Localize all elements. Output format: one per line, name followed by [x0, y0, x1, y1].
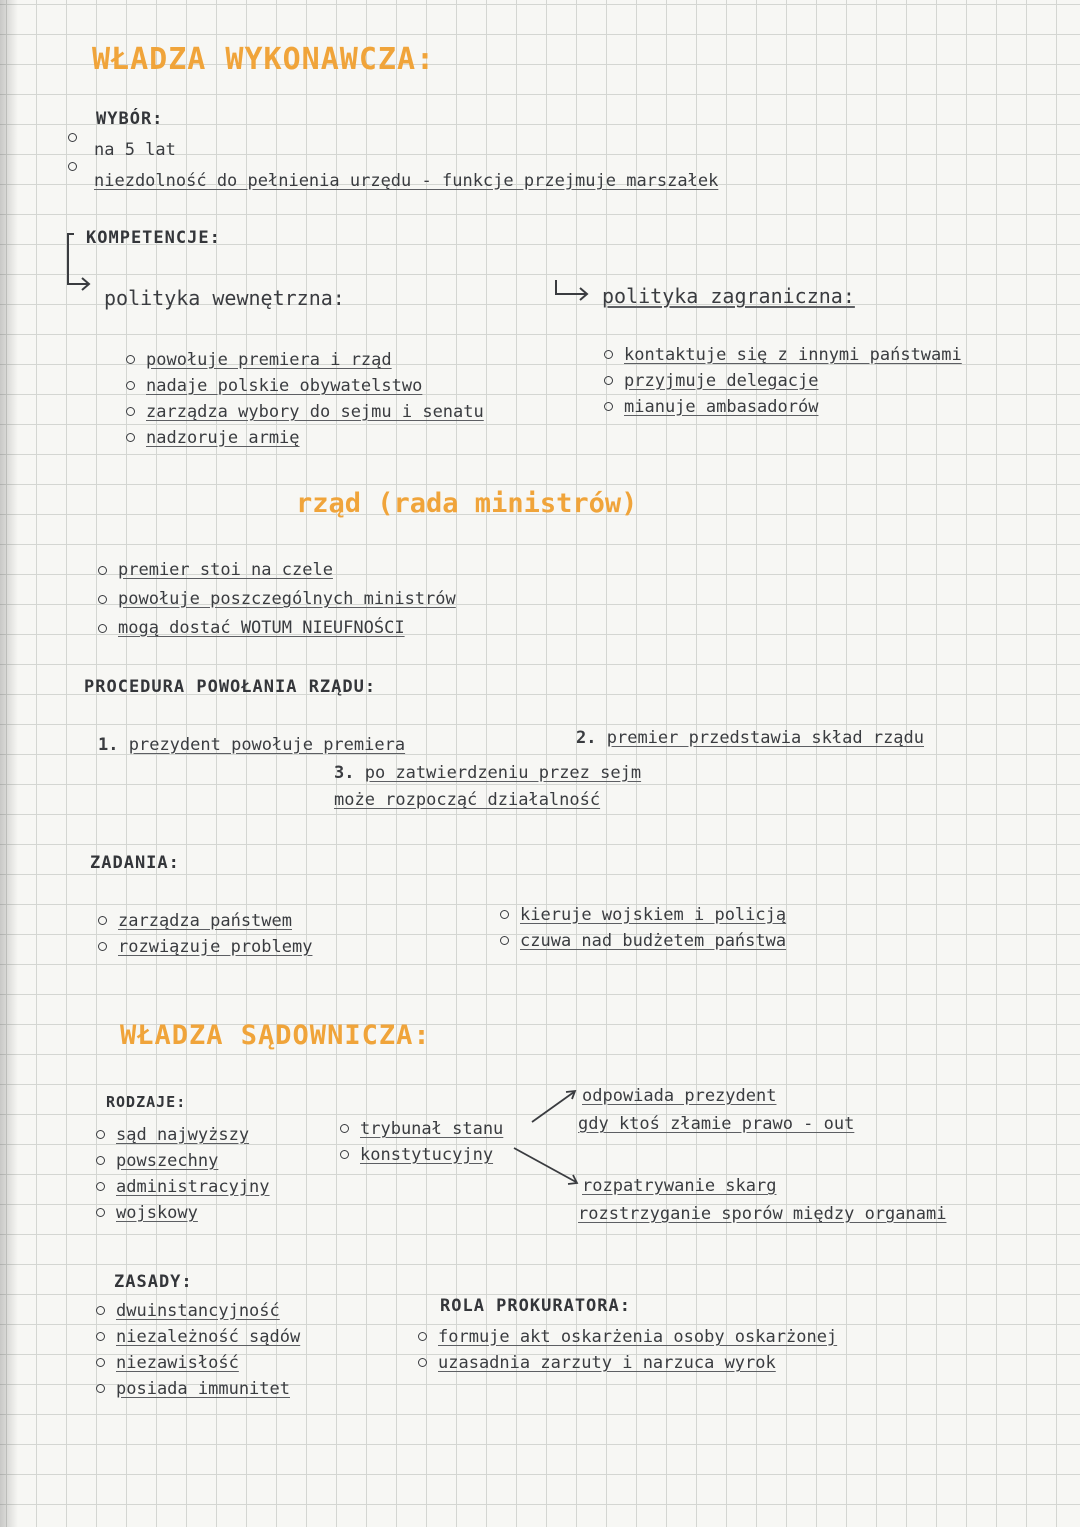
types-heading: RODZAJE: — [106, 1093, 187, 1111]
election-heading: WYBÓR: — [96, 109, 164, 129]
internal-policy-list — [126, 347, 484, 451]
procedure-step-3 — [334, 763, 641, 783]
list-item: premier stoi na czele — [98, 556, 456, 585]
arrow-down-right-icon — [514, 1148, 576, 1182]
step-number: 3. — [334, 763, 355, 783]
step-text: po zatwierdzeniu przez sejm — [364, 763, 642, 783]
tribunal-stanu-note-1: odpowiada prezydent — [582, 1086, 777, 1106]
list-item: zarządza wybory do sejmu i senatu — [126, 399, 484, 425]
list-item: posiada immunitet — [96, 1376, 300, 1402]
arrow-up-right-icon — [532, 1092, 574, 1122]
competences-heading: KOMPETENCJE: — [86, 228, 221, 248]
tasks-heading: ZADANIA: — [90, 853, 180, 873]
government-list — [98, 556, 456, 643]
court-types-list — [96, 1122, 270, 1226]
executive-title: WŁADZA WYKONAWCZA: — [92, 42, 436, 77]
arrow-corner-icon — [552, 278, 592, 308]
principles-heading: ZASADY: — [114, 1272, 193, 1292]
list-item: sąd najwyższy — [96, 1122, 270, 1148]
list-item: rozwiązuje problemy — [98, 934, 312, 960]
procedure-step-1 — [98, 735, 405, 755]
step-number: 1. — [98, 735, 119, 755]
list-item: czuwa nad budżetem państwa — [500, 928, 786, 954]
list-item: powołuje premiera i rząd — [126, 347, 484, 373]
tribunal-stanu-note-2: gdy ktoś złamie prawo - out — [578, 1114, 855, 1134]
foreign-policy-list — [604, 342, 962, 420]
prosecutor-heading: ROLA PROKURATORA: — [440, 1296, 631, 1316]
judicial-title: WŁADZA SĄDOWNICZA: — [120, 1020, 431, 1051]
tasks-list-left — [98, 908, 312, 960]
list-item: niezawisłość — [96, 1350, 300, 1376]
list-item: trybunał stanu — [340, 1116, 503, 1142]
election-term: na 5 lat — [94, 140, 176, 160]
page-edge-shadow — [0, 0, 18, 1527]
list-item: powołuje poszczególnych ministrów — [98, 585, 456, 614]
tasks-list-right — [500, 902, 786, 954]
list-item: formuje akt oskarżenia osoby oskarżonej — [418, 1324, 837, 1350]
tribunal-konst-note-1: rozpatrywanie skarg — [582, 1176, 777, 1196]
list-item: zarządza państwem — [98, 908, 312, 934]
principles-list — [96, 1298, 300, 1402]
foreign-policy-heading: polityka zagraniczna: — [602, 284, 855, 308]
tribunal-konst-note-2: rozstrzyganie sporów między organami — [578, 1204, 947, 1224]
tribunals-list — [340, 1116, 503, 1168]
procedure-step-2 — [576, 728, 924, 748]
list-item: dwuinstancyjność — [96, 1298, 300, 1324]
list-item: mogą dostać WOTUM NIEUFNOŚCI — [98, 614, 456, 643]
list-item: uzasadnia zarzuty i narzuca wyrok — [418, 1350, 837, 1376]
procedure-heading: PROCEDURA POWOŁANIA RZĄDU: — [84, 677, 377, 697]
list-item: administracyjny — [96, 1174, 270, 1200]
internal-policy-heading: polityka wewnętrzna: — [104, 286, 345, 310]
government-title: rząd (rada ministrów) — [296, 488, 638, 519]
list-item: nadaje polskie obywatelstwo — [126, 373, 484, 399]
procedure-step-3-cont: może rozpocząć działalność — [334, 790, 601, 810]
step-text: prezydent powołuje premiera — [128, 735, 406, 755]
list-item: nadzoruje armię — [126, 425, 484, 451]
step-text: premier przedstawia skład rządu — [606, 728, 925, 748]
list-item: wojskowy — [96, 1200, 270, 1226]
list-item: mianuje ambasadorów — [604, 394, 962, 420]
election-incapacity: niezdolność do pełnienia urzędu - funkcje przejmuje marszałek — [94, 171, 719, 191]
step-number: 2. — [576, 728, 597, 748]
tribunal-arrows — [528, 1086, 588, 1196]
list-item: kontaktuje się z innymi państwami — [604, 342, 962, 368]
list-item: przyjmuje delegacje — [604, 368, 962, 394]
prosecutor-list — [418, 1324, 837, 1376]
list-item: konstytucyjny — [340, 1142, 503, 1168]
bullet-icon — [68, 133, 77, 142]
arrow-down-right-icon — [60, 232, 100, 292]
list-item: powszechny — [96, 1148, 270, 1174]
bullet-icon — [68, 162, 77, 171]
list-item: niezależność sądów — [96, 1324, 300, 1350]
list-item: kieruje wojskiem i policją — [500, 902, 786, 928]
